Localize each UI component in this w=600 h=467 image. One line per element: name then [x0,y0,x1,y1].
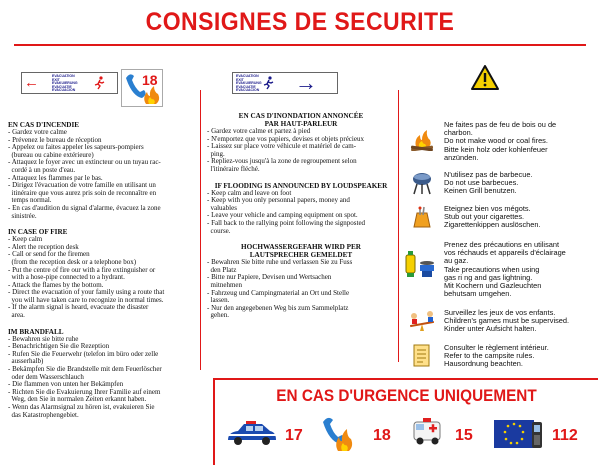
police-car-icon [224,418,278,450]
warning-text: Surveillez les jeux de vos enfants. Children's games must be supervised. Kinder unter Aufsicht halten. [444,308,570,334]
running-person-icon [263,76,274,90]
flood-instructions [207,112,395,320]
campfire-icon [408,127,436,151]
arrow-left-icon: ← [24,74,39,91]
cigarette-icon [408,205,436,229]
fire-lines-fr: - Gardez votre calme - Prévenez le bureau de réception - Appelez ou faites appeler les sapeurs-pompiers (bureau ou cabine extérieure) - Attaquez le foyer avec un extincteur ou un tuyau rac- cordé à un poste d'eau. - Attaquez les flammes par le bas. - Dirigez l'évacuation de votre famille en utilisant un itinéraire que vous aurez pris soin de reconnaître en temps normal. - En cas d'audition du signal d'alarme, évacuez la zone sinistrée. [8,128,161,220]
fire-instructions [8,121,196,419]
running-person-icon [94,76,105,90]
arrow-right-icon: → [295,70,317,95]
evacuation-sign-right [232,72,338,94]
warning-triangle-icon [470,64,500,91]
rules-document-icon [408,344,436,368]
page-title: CONSIGNES DE SECURITE [145,8,455,36]
barbecue-icon [408,171,436,195]
flood-lines-fr: - Gardez votre calme et partez à pied - N'emportez que vos papiers, devises et objets précieux - Laissez sur place votre véhicule et matériel de cam- ping. - Repliez-vous jusqu'à la zone de regroupement selon l'itinéraire fléché. [207,127,364,173]
police-number: 17 [285,427,303,444]
fire-phone-icon [320,414,354,452]
warning-text: Consulter le règlement intérieur. Refer to the campsite rules. Hausordnung beachten. [444,343,549,369]
evacuation-sign-text: EVACUATION EXIT EVAKUIERUNG EVACUATIE EVACUACION [236,74,262,93]
warning-text: Prenez des précautions en utilisant vos réchauds et appareils d'éclairage au gaz. Take precautions when using gas ri ng and gas lightning. Mit Kochern und Gazleuchten behutsam umgehen. [444,240,566,299]
children-playing-icon [408,309,436,333]
ambulance-icon [411,414,445,448]
fire-phone-sign [121,69,163,107]
flood-heading-fr: EN CAS D'INONDATION ANNONCÉE PAR HAUT-PARLEUR [238,112,364,128]
warning-text: Eteignez bien vos mégots. Stub out your cigarettes. Zigarettenkippen auslöschen. [444,204,541,230]
emergency-title: EN CAS D'URGENCE UNIQUEMENT [276,386,537,405]
gas-lamp-stove-icon [404,249,438,279]
fire-heading-fr: EN CAS D'INCENDIE [8,121,80,129]
fire-heading-en: IN CASE OF FIRE [8,228,68,237]
eu-emergency-number: 112 [552,427,578,444]
warning-text: N'utilisez pas de barbecue. Do not use barbecues. Keinen Grill benutzen. [444,170,533,196]
fire-brigade-number: 18 [373,427,391,444]
evacuation-sign-left [21,72,118,94]
flood-heading-de: HOCHWASSERGEFAHR WIRD PER LAUTSPRECHER GEMELDET [241,243,361,260]
warning-text: Ne faites pas de feu de bois ou de charbon. Do not make wood or coal fires. Bitte kein holz oder kohlenfeuer anzünden. [444,120,557,162]
title-underline [14,44,586,46]
evacuation-sign-text: EVACUATION EXIT EVAKUIERUNG EVACUATIE EVACUACION [52,74,78,93]
ambulance-number: 15 [455,427,473,444]
fire-heading-de: IM BRANDFALL [8,327,64,336]
eu-phone-icon [492,414,546,454]
column-divider [398,90,399,362]
fire-lines-de: - Bewahren sie bitte ruhe - Benachrichtigen Sie die Rezeption - Rufen Sie die Feuerwehr (telefon im büro oder zelle ausserhalb) - Bekämpfen Sie die Brandstelle mit dem Feuerlöscher oder dem Wasserschlauch - Die flammen von unten her Bekämpfen - Richten Sie die Evakuierung Ihrer Familie auf einem Weg, den Sie in normalen Zeiten erkannt haben. - Wenn das Alarmsignal zu hören ist, evakuieren Sie das Katastrophengebiet. [8,334,162,419]
flood-heading-en: IF FLOODING IS ANNOUNCED BY LOUDSPEAKER [214,181,388,190]
fire-number: 18 [142,72,158,88]
column-divider [200,90,201,370]
fire-lines-en: - Keep calm - Alert the reception desk - Call or send for the firemen (from the reception desk or a telephone box) - Put the centre of fire our with a fire extinguisher or with a hose-pipe connected to a hydrant. - Attack the flames by the bottom. - Direct the evacuation of your family using a route that you will have taken care to recognize in normal times. - If the alarm signal is heard, evacuate the disaster area. [8,235,165,320]
flood-lines-en: - Keep calm and leave on foot - Keep with you only personnal papers, money and valuables - Leave your vehicle and camping equipment on spot. - Fall back to the rallying point following the signposted course. [207,188,366,235]
flood-lines-de: - Bewahren Sie bitte ruhe und verlassen Sie zu Fuss den Platz - Bitte nur Papiere, Devisen und Wertsachen mitnehmen - Fahrzeug und Campingmaterial an Ort und Stelle lassen. - Nur den angegebenen Weg bis zum Sammelplatz gehen. [207,258,353,320]
